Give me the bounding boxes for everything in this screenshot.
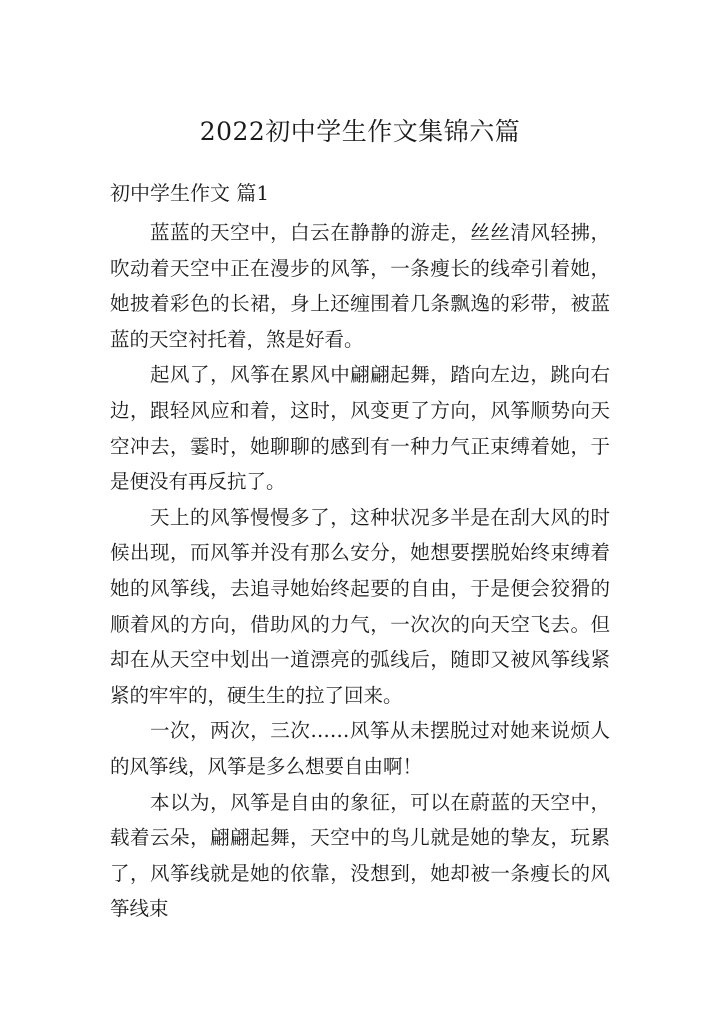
paragraph: 蓝蓝的天空中，白云在静静的游走，丝丝清风轻拂，吹动着天空中正在漫步的风筝，一条瘦长的线牵引着她，她披着彩色的长裙，身上还缠围着几条飘逸的彩带，被蓝蓝的天空衬托着，煞是好看。 [110, 221, 610, 351]
document-title: 2022初中学生作文集锦六篇 [199, 117, 521, 146]
paragraph: 本以为，风筝是自由的象征，可以在蔚蓝的天空中，载着云朵，翩翩起舞，天空中的鸟儿就是她的挚友，玩累了，风筝线就是她的依靠，没想到，她却被一条瘦长的风筝线束 [110, 790, 610, 921]
paragraph: 天上的风筝慢慢多了，这种状况多半是在刮大风的时候出现，而风筝并没有那么安分，她想要摆脱始终束缚着她的风筝线，去追寻她始终起要的自由，于是便会狡猾的顺着风的方向，借助风的力气，一次次的向天空飞去。但却在从天空中划出一道漂亮的弧线后，随即又被风筝线紧紧的牢牢的，硬生生的拉了回来。 [110, 505, 610, 707]
essay-body [110, 215, 610, 927]
paragraph: 一次，两次，三次……风筝从未摆脱过对她来说烦人的风筝线，风筝是多么想要自由啊！ [110, 719, 610, 778]
paragraph: 起风了，风筝在累风中翩翩起舞，踏向左边，跳向右边，跟轻风应和着，这时，风变更了方向，风筝顺势向天空冲去，霎时，她聊聊的感到有一种力气正束缚着她，于是便没有再反抗了。 [110, 363, 610, 494]
section-heading: 初中学生作文 篇1 [110, 181, 270, 205]
